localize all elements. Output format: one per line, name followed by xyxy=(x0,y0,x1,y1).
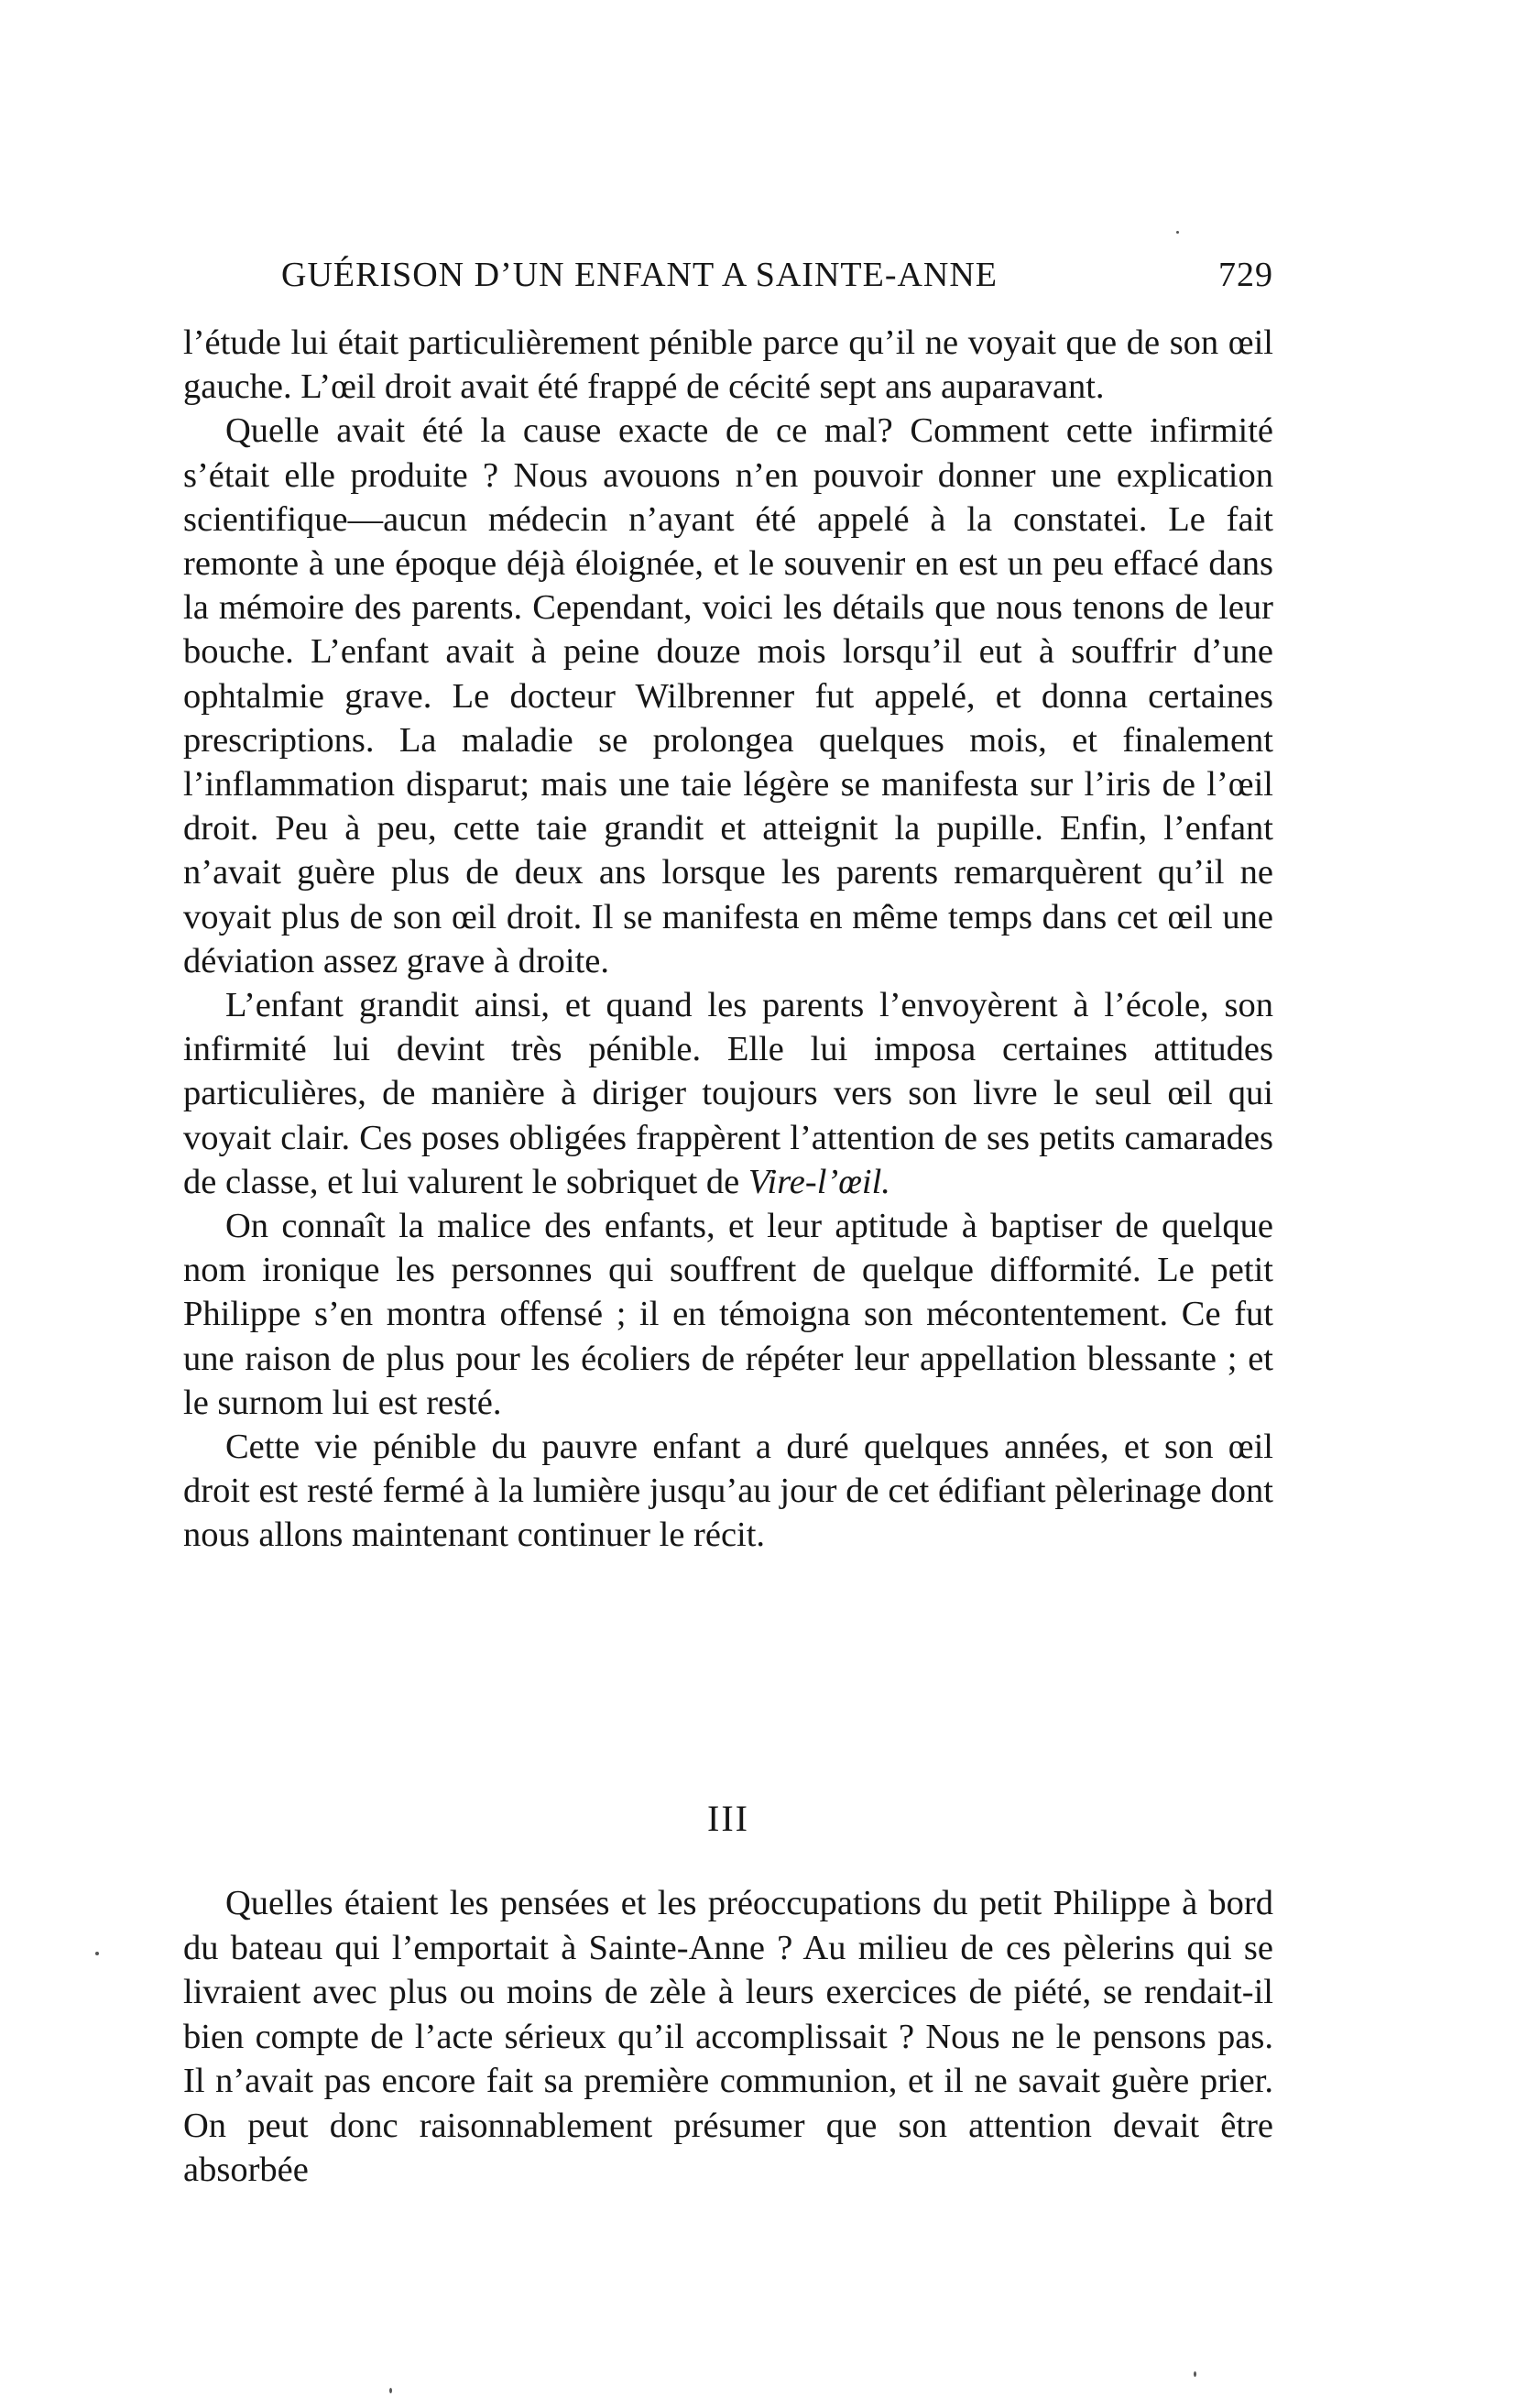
running-head xyxy=(234,247,1273,302)
paragraph-malice: On connaît la malice des enfants, et leur aptitude à baptiser de quelque nom ironique les personnes qui souffrent de quelque difformité. Le petit Philippe s’en montra offensé ; il en témoigna son mécontentement. Ce fut une raison de plus pour les écoliers de répéter leur appellation blessante ; et le surnom lui est resté. xyxy=(183,1207,1273,1422)
main-text xyxy=(183,321,1273,1558)
print-speck xyxy=(95,1952,99,1955)
paragraph-pilgrimage: Cette vie pénible du pauvre enfant a duré quelques années, et son œil droit est resté fermé à la lumière jusqu’au jour de cet édifiant pèlerinage dont nous allons maintenant continuer le récit. xyxy=(183,1428,1273,1555)
paragraph-school xyxy=(183,983,1273,1204)
print-speck xyxy=(1194,2371,1196,2377)
page-number: 729 xyxy=(1218,256,1273,294)
paragraph-thoughts: Quelles étaient les pensées et les préoccupations du petit Philippe à bord du bateau qui l’emportait à Sainte-Anne ? Au milieu de ces pèlerins qui se livraient avec plus ou moins de zèle à leurs exercices de piété, se rendait-il bien compte de l’acte sérieux qu’il accomplissait ? Nous ne le pensons pas. Il n’avait pas encore fait sa première communion, et il ne savait guère prier. On peut donc raisonnablement présumer que son attention devait être absorbée xyxy=(183,1884,1273,2189)
print-speck xyxy=(389,2388,392,2393)
nickname-italic: Vire-l’œil. xyxy=(748,1162,890,1201)
paragraph-school-text: L’enfant grandit ainsi, et quand les parents l’envoyèrent à l’école, son infirmité lui devint très pénible. Elle lui imposa certaines attitudes particulières, de manière à diriger toujours vers son livre le seul œil qui voyait clair. Ces poses obligées frappèrent l’attention de ses petits camarades de classe, et lui valurent le sobriquet de xyxy=(183,986,1273,1201)
section-text xyxy=(183,1881,1273,2193)
paragraph-cause: Quelle avait été la cause exacte de ce mal? Comment cette infirmité s’était elle produite ? Nous avouons n’en pouvoir donner une explication scientifique—aucun médecin n’ayant été appelé à la constatei. Le fait remonte à une époque déjà éloignée, et le souvenir en est un peu effacé dans la mémoire des parents. Cependant, voici les détails que nous tenons de leur bouche. L’enfant avait à peine douze mois lorsqu’il eut à souffrir d’une ophtalmie grave. Le docteur Wilbrenner fut appelé, et donna certaines prescriptions. La maladie se prolongea quelques mois, et finalement l’inflammation disparut; mais une taie légère se manifesta sur l’iris de l’œil droit. Peu à peu, cette taie grandit et atteignit la pupille. Enfin, l’enfant n’avait guère plus de deux ans lorsque les parents remarquèrent qu’il ne voyait plus de son œil droit. Il se manifesta en même temps dans cet œil une déviation assez grave à droite. xyxy=(183,411,1273,980)
running-head-title: GUÉRISON D’UN ENFANT A SAINTE-ANNE xyxy=(281,256,999,294)
print-speck xyxy=(1176,231,1179,234)
section-heading: III xyxy=(707,1798,749,1839)
paragraph-continued: l’étude lui était particulièrement pénible parce qu’il ne voyait que de son œil gauche. L’œil droit avait été frappé de cécité sept ans auparavant. xyxy=(183,323,1273,407)
